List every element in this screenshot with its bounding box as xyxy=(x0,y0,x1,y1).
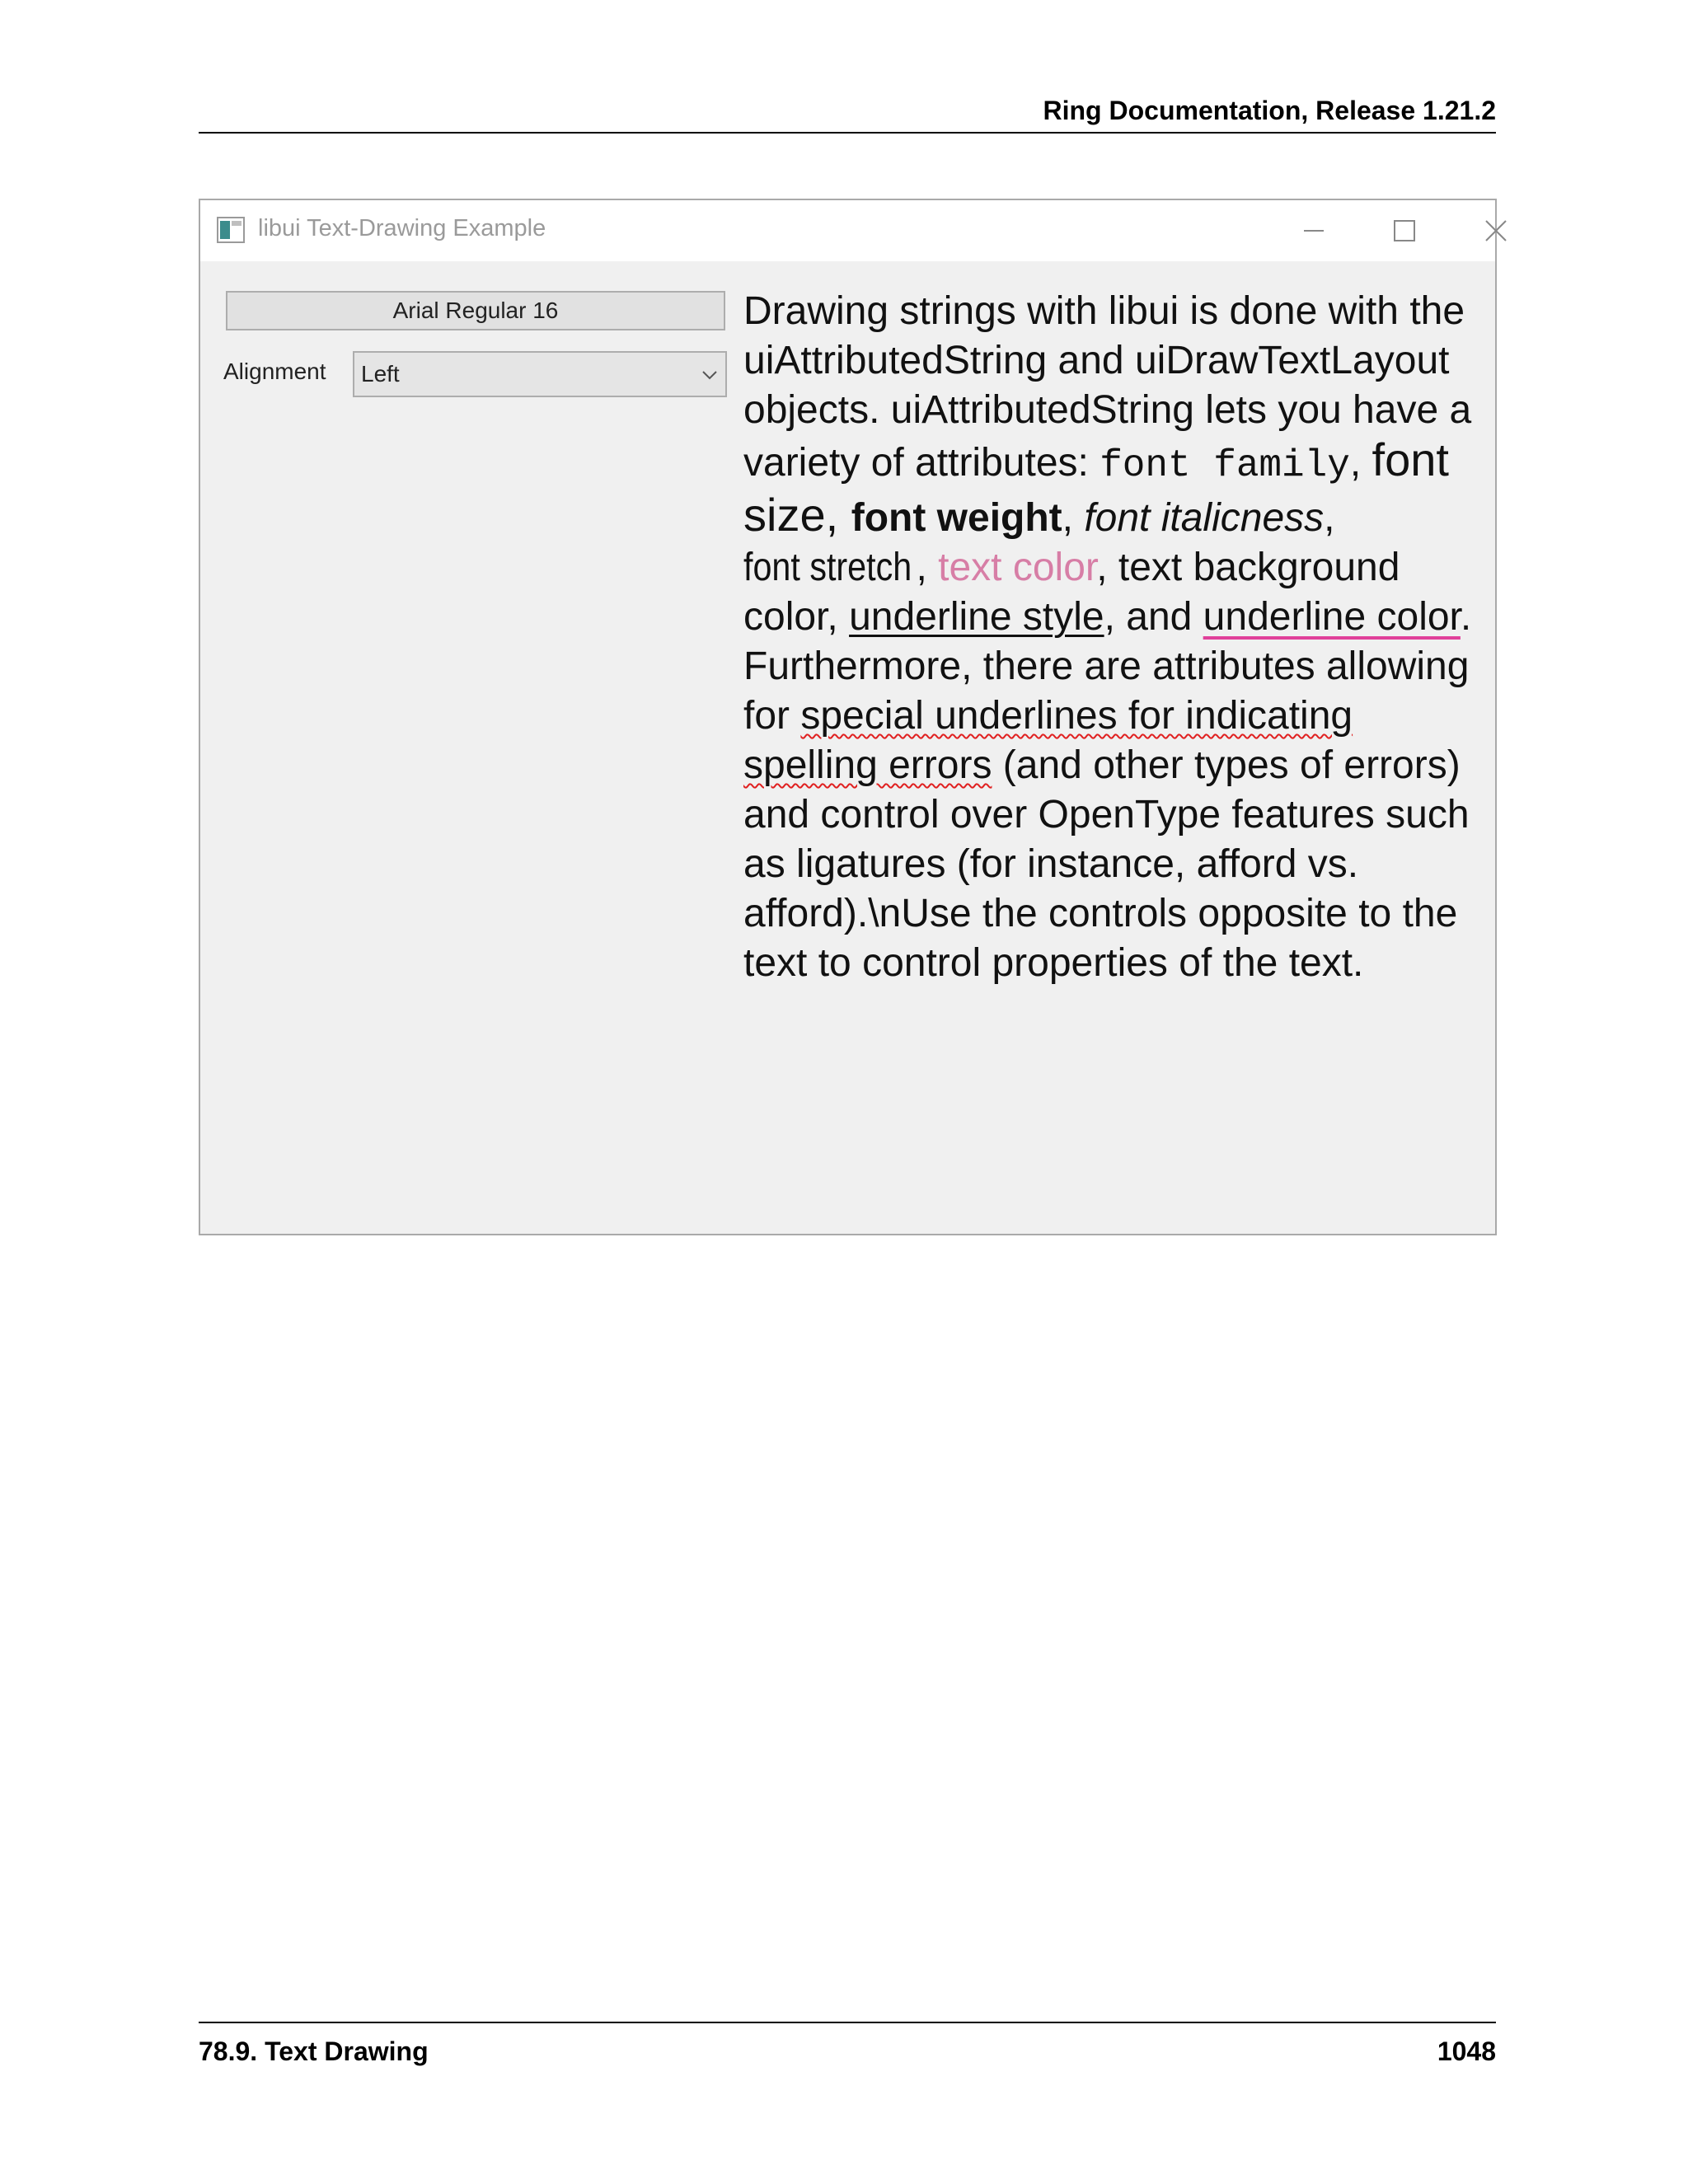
app-window-icon xyxy=(217,217,245,243)
text-font-size: font size xyxy=(743,434,1449,541)
text-separator: , xyxy=(1062,496,1085,540)
text-font-stretch: font stretch xyxy=(743,546,912,589)
minimize-icon xyxy=(1302,219,1325,242)
text-spelling-underline: special underlines for indicating spelling errors xyxy=(743,694,1353,787)
maximize-button[interactable] xyxy=(1359,200,1450,261)
attributed-text-area xyxy=(743,287,1477,988)
page-footer xyxy=(199,2022,1496,2073)
text-background: , text background color, xyxy=(743,546,1400,639)
close-button[interactable] xyxy=(1451,200,1541,261)
text-separator: , xyxy=(916,546,939,589)
close-icon xyxy=(1484,219,1507,242)
text-separator: , xyxy=(1324,496,1335,540)
title-bar[interactable] xyxy=(200,200,1495,261)
text-color-sample: text color xyxy=(938,546,1097,589)
text-connector: , and xyxy=(1104,595,1203,639)
text-font-weight: font weight xyxy=(851,496,1062,540)
text-intro: Drawing strings with libui is done with the uiAttributedString and uiDrawTextLayout objects. uiAttributedString lets you have a variety of attributes: xyxy=(743,289,1472,485)
app-window xyxy=(199,199,1497,1235)
page-number: 1048 xyxy=(1437,2036,1496,2066)
text-furthermore: . Furthermore, there are attributes allowing for xyxy=(743,595,1472,738)
window-title: libui Text-Drawing Example xyxy=(258,215,546,241)
text-font-italicness: font italicness xyxy=(1084,496,1325,540)
alignment-label: Alignment xyxy=(223,359,326,384)
page-header xyxy=(199,92,1496,134)
maximize-icon xyxy=(1393,219,1416,242)
alignment-select[interactable] xyxy=(353,351,727,397)
minimize-button[interactable] xyxy=(1268,200,1359,261)
footer-section-title: 78.9. Text Drawing xyxy=(199,2036,429,2066)
text-closing: (and other types of errors) and control over OpenType features such as ligatures (for instance, afford vs. afford).\nUse the controls opposite to the text to control properties of the text. xyxy=(743,743,1470,985)
chevron-down-icon xyxy=(701,366,719,384)
alignment-selected-value: Left xyxy=(361,361,400,387)
document-title: Ring Documentation, Release 1.21.2 xyxy=(1043,96,1496,125)
text-underline-style: underline style xyxy=(849,595,1104,639)
text-separator: , xyxy=(825,489,851,541)
text-separator: , xyxy=(1349,441,1372,485)
text-underline-color: underline color xyxy=(1203,595,1461,639)
text-font-family: font family xyxy=(1100,444,1350,487)
font-button[interactable]: Arial Regular 16 xyxy=(226,291,725,330)
